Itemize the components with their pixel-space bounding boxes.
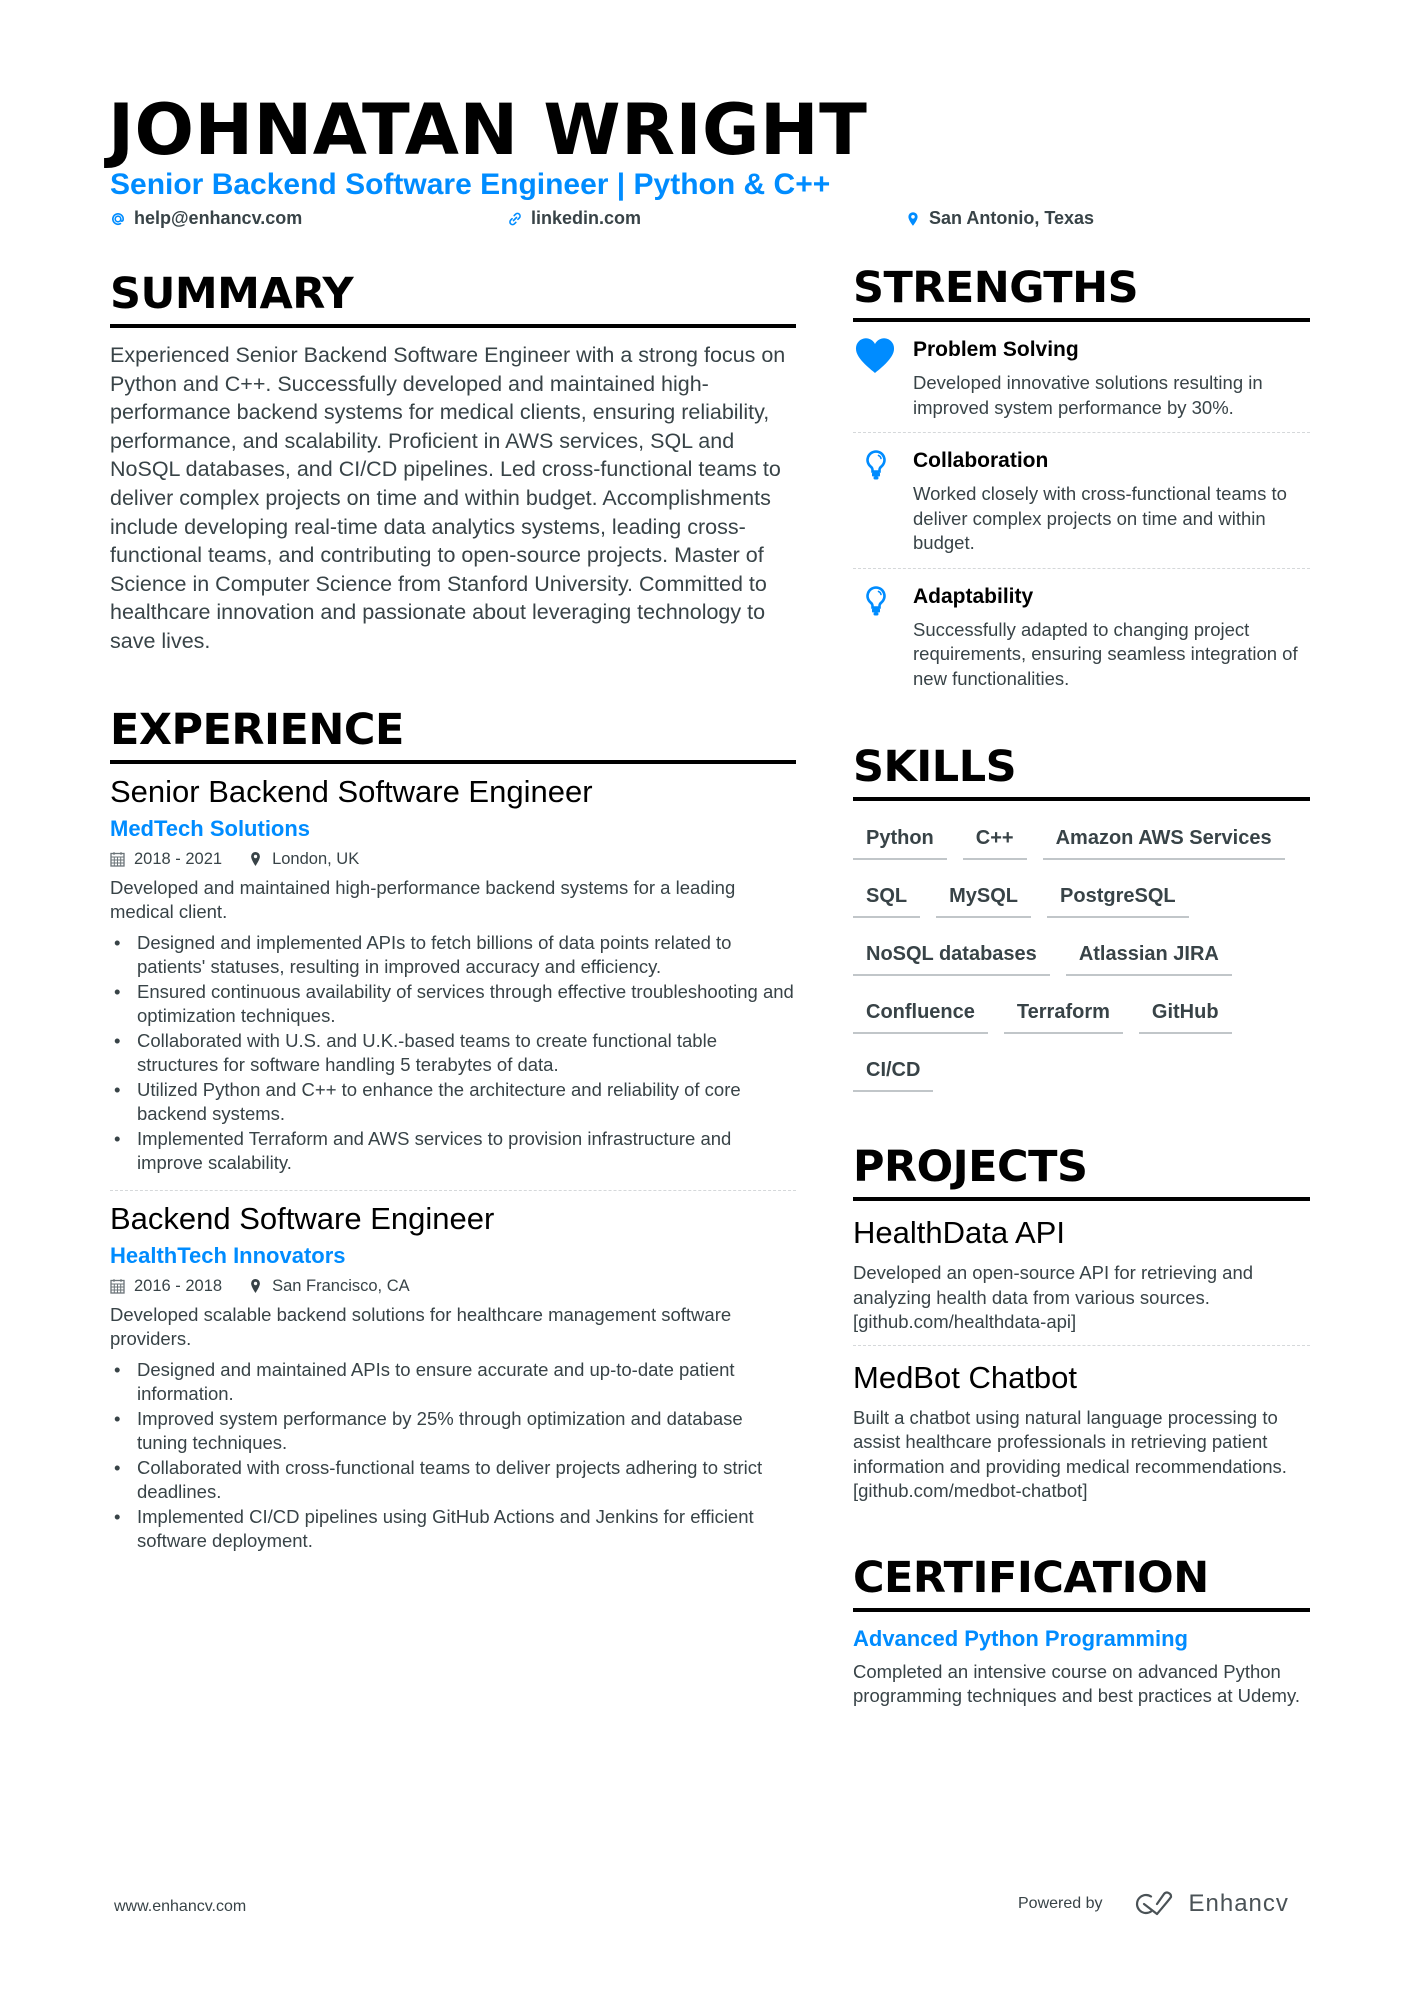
heart-icon [855, 338, 895, 374]
bullet-item: • Collaborated with U.S. and U.K.-based teams to create functional table structures for software handling 5 terabytes of data. [110, 1029, 796, 1078]
certification-description: Completed an intensive course on advanced Python programming techniques and best practices at Udemy. [853, 1660, 1300, 1706]
job-location: London, UK [272, 849, 360, 868]
strength-title: Adaptability [913, 584, 1034, 608]
job-title: Backend Software Engineer [110, 1200, 495, 1236]
projects-heading: PROJECTS [853, 1142, 1088, 1192]
job-bullets [110, 1358, 796, 1554]
left-column [110, 270, 796, 1554]
skill-tag: PostgreSQL [1047, 869, 1189, 918]
calendar-icon [110, 1278, 125, 1294]
certification-heading: CERTIFICATION [853, 1552, 1209, 1603]
strength-item [853, 322, 1310, 432]
skill-tag: Atlassian JIRA [1066, 927, 1232, 976]
strengths-section [853, 264, 1310, 703]
project-title: HealthData API [853, 1215, 1065, 1250]
contact-linkedin[interactable] [507, 208, 641, 229]
project-description: Built a chatbot using natural language processing to assist healthcare professionals in retrieving patient information and providing medical recommendations. [github.com/medbot-chatbot] [853, 1406, 1287, 1501]
projects-section [853, 1143, 1310, 1504]
job-meta [110, 847, 796, 871]
project-entry [853, 1358, 1310, 1504]
bullet-item: • Designed and implemented APIs to fetch billions of data points related to patients' statuses, resulting in improved accuracy and efficiency. [110, 931, 796, 980]
job-title: Senior Backend Software Engineer [110, 773, 593, 809]
experience-section [110, 706, 796, 1554]
strengths-heading: STRENGTHS [853, 263, 1139, 313]
bullet-item: • Ensured continuous availability of services through effective troubleshooting and optimization techniques. [110, 980, 796, 1029]
footer-powered-by [1018, 1890, 1289, 1918]
certification-divider [853, 1608, 1310, 1612]
candidate-name: JOHNATAN WRIGHT [108, 89, 868, 171]
skill-tag: Terraform [1004, 985, 1123, 1034]
candidate-headline: Senior Backend Software Engineer | Python & C++ [110, 168, 831, 201]
contact-linkedin-label: linkedin.com [531, 208, 642, 228]
certification-title: Advanced Python Programming [853, 1625, 1188, 1651]
skill-tag: Python [853, 811, 947, 860]
location-pin-icon [248, 851, 263, 867]
skills-divider [853, 797, 1310, 801]
job-bullets [110, 931, 796, 1176]
summary-divider [110, 324, 796, 328]
strength-description: Worked closely with cross-functional teams to deliver complex projects on time and within budget. [913, 483, 1287, 553]
skill-tag: GitHub [1139, 985, 1232, 1034]
strength-item [853, 432, 1310, 568]
experience-divider [110, 760, 796, 764]
skill-tag: SQL [853, 869, 920, 918]
bullet-item: • Improved system performance by 25% through optimization and database tuning techniques. [110, 1407, 796, 1456]
enhancv-logo-icon [1131, 1891, 1179, 1917]
entry-separator [853, 1345, 1310, 1346]
contact-location [905, 208, 1094, 229]
skill-tag: Amazon AWS Services [1043, 811, 1285, 860]
enhancv-logo[interactable] [1131, 1890, 1289, 1918]
summary-text: Experienced Senior Backend Software Engineer with a strong focus on Python and C++. Successfully developed and maintained high-performance backend systems for medical clients, ensuring reliability, performance, and scalability. Proficient in AWS services, SQL and NoSQL databases, and CI/CD pipelines. Led cross-functional teams to deliver complex projects on time and within budget. Accomplishments include developing real-time data analytics systems, leading cross-functional teams, and contributing to open-source projects. Master of Science in Computer Science from Stanford University. Committed to healthcare innovation and passionate about leveraging technology to save lives. [110, 343, 786, 653]
project-title: MedBot Chatbot [853, 1359, 1078, 1395]
contact-email-label: help@enhancv.com [134, 208, 303, 228]
contact-bar [110, 208, 1310, 234]
experience-entry [110, 1199, 796, 1554]
company-name[interactable]: MedTech Solutions [110, 815, 311, 841]
lightbulb-icon [865, 585, 887, 617]
job-meta [110, 1274, 796, 1298]
at-icon [110, 211, 126, 227]
experience-heading: EXPERIENCE [110, 704, 404, 755]
job-description: Developed and maintained high-performance backend systems for a leading medical client. [110, 876, 736, 923]
certification-section [853, 1554, 1310, 1709]
brand-name: Enhancv [1188, 1890, 1289, 1917]
powered-by-label: Powered by [1018, 1895, 1103, 1912]
skills-list [853, 811, 1310, 1101]
skill-tag: MySQL [936, 869, 1031, 918]
strength-description: Successfully adapted to changing project requirements, ensuring seamless integration of new functionalities. [913, 618, 1298, 689]
bullet-item: • Utilized Python and C++ to enhance the architecture and reliability of core backend systems. [110, 1078, 796, 1127]
entry-separator [110, 1190, 796, 1191]
bullet-item: • Implemented CI/CD pipelines using GitHub Actions and Jenkins for efficient software deployment. [110, 1505, 796, 1554]
skill-tag: Confluence [853, 985, 988, 1034]
right-column [853, 264, 1310, 1709]
projects-divider [853, 1197, 1310, 1201]
skill-tag: CI/CD [853, 1043, 933, 1092]
job-dates: 2016 - 2018 [134, 1276, 223, 1295]
skill-tag: NoSQL databases [853, 927, 1050, 976]
skills-section [853, 743, 1310, 1101]
project-description: Developed an open-source API for retrieving and analyzing health data from various sources. [github.com/healthdata-api] [853, 1262, 1254, 1332]
link-icon [507, 211, 523, 227]
job-dates: 2018 - 2021 [134, 849, 223, 868]
job-location: San Francisco, CA [272, 1276, 410, 1295]
skills-heading: SKILLS [853, 742, 1017, 792]
skill-tag: C++ [963, 811, 1027, 860]
strength-title: Problem Solving [913, 338, 1079, 361]
project-entry [853, 1213, 1310, 1346]
contact-location-label: San Antonio, Texas [929, 208, 1095, 228]
bullet-item: • Implemented Terraform and AWS services to provision infrastructure and improve scalability. [110, 1127, 796, 1176]
calendar-icon [110, 851, 125, 867]
experience-entry [110, 772, 796, 1191]
job-description: Developed scalable backend solutions for healthcare management software providers. [110, 1303, 732, 1350]
summary-section [110, 270, 796, 656]
bullet-item: • Collaborated with cross-functional teams to deliver projects adhering to strict deadlines. [110, 1456, 796, 1505]
summary-heading: SUMMARY [110, 269, 354, 319]
company-name[interactable]: HealthTech Innovators [110, 1242, 346, 1268]
location-pin-icon [905, 211, 921, 227]
strength-item [853, 568, 1310, 704]
lightbulb-icon [865, 449, 887, 481]
contact-email[interactable] [110, 208, 302, 229]
strength-description: Developed innovative solutions resulting in improved system performance by 30%. [913, 372, 1263, 418]
footer-website[interactable]: www.enhancv.com [114, 1898, 247, 1915]
strength-title: Collaboration [913, 449, 1049, 472]
bullet-item: • Designed and maintained APIs to ensure accurate and up-to-date patient information. [110, 1358, 796, 1407]
location-pin-icon [248, 1278, 263, 1294]
